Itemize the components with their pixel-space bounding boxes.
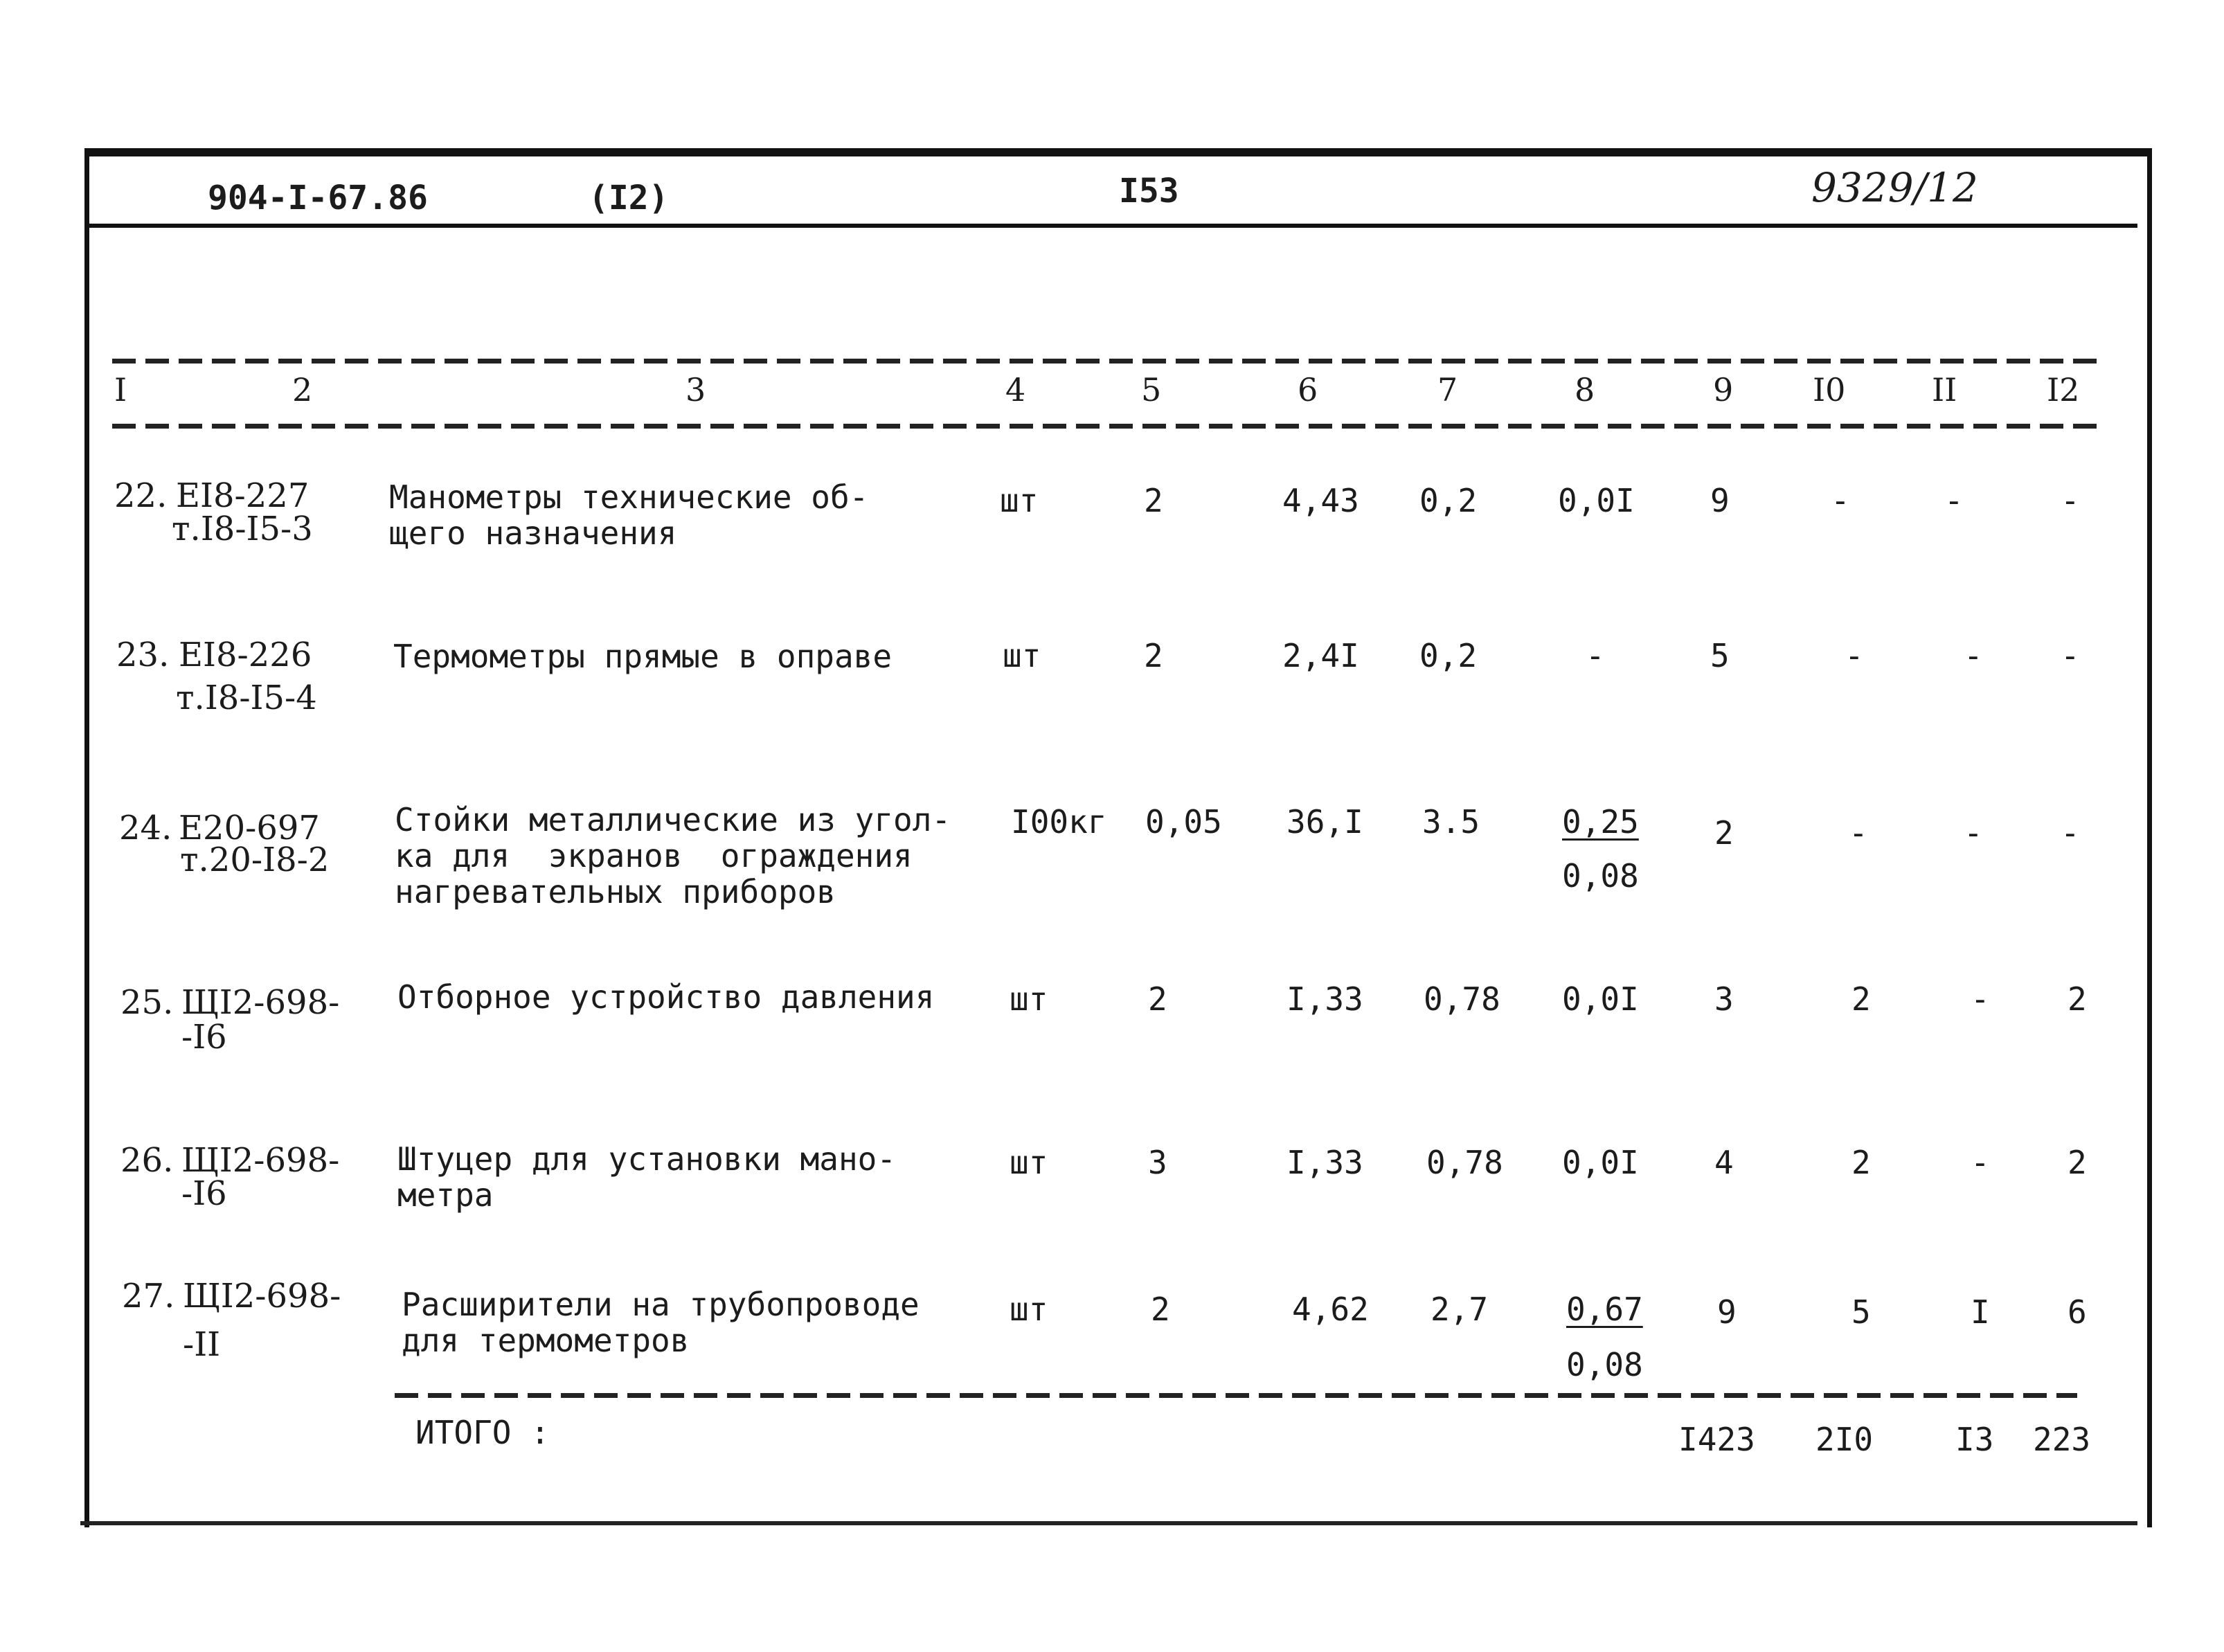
row-24-col11: -	[1964, 814, 1983, 852]
row-23-num: 23.	[116, 636, 170, 674]
row-25-num: 25.	[120, 983, 174, 1022]
section-number: (I2)	[589, 179, 669, 217]
column-header-2: 2	[292, 371, 313, 408]
row-25-col10: 2	[1851, 980, 1871, 1018]
row-24-col5: 0,05	[1145, 803, 1222, 841]
row-26-col6: I,33	[1286, 1144, 1363, 1181]
total-col10: 2I0	[1815, 1421, 1874, 1458]
row-22-num: 22.	[114, 476, 168, 515]
row-23-col12: -	[2061, 637, 2080, 674]
row-24-num: 24.	[119, 809, 172, 847]
row-26-num: 26.	[120, 1141, 174, 1180]
row-25-col11: -	[1971, 980, 1990, 1018]
total-col12: 223	[2033, 1421, 2091, 1458]
row-23-col9: 5	[1710, 637, 1730, 674]
row-25-col12: 2	[2068, 980, 2087, 1018]
row-26-col7: 0,78	[1426, 1144, 1503, 1181]
row-23-col6: 2,4I	[1282, 637, 1359, 674]
column-header-5: 5	[1141, 371, 1162, 408]
row-27-col8-sub: 0,08	[1566, 1346, 1643, 1383]
row-26-col9: 4	[1714, 1144, 1734, 1181]
row-22-col8: 0,0I	[1558, 482, 1635, 519]
total-label: ИТОГО :	[415, 1414, 550, 1451]
row-25-code: ЩI2-698-	[181, 983, 340, 1022]
row-24-col7: 3.5	[1422, 803, 1480, 841]
column-header-4: 4	[1005, 371, 1026, 408]
row-26-col10: 2	[1851, 1144, 1871, 1181]
row-22-col12: -	[2061, 482, 2080, 519]
bottom-rule	[80, 1521, 2137, 1525]
row-27-col7: 2,7	[1431, 1291, 1489, 1328]
row-26-col8: 0,0I	[1562, 1144, 1639, 1181]
row-24-col8: 0,25	[1562, 803, 1639, 841]
row-25-description: Отборное устройство давления	[397, 978, 935, 1016]
row-26-code: ЩI2-698-	[181, 1141, 340, 1180]
row-27-num: 27.	[122, 1277, 175, 1316]
row-22-unit: шт	[1000, 482, 1039, 519]
row-27-description: Расширители на трубопроводе для термометров	[402, 1286, 920, 1359]
row-27-col9: 9	[1717, 1293, 1737, 1331]
row-23-col10: -	[1845, 637, 1864, 674]
row-24-unit: I00кг	[1011, 803, 1107, 841]
row-24-col12: -	[2061, 814, 2080, 852]
row-25-col8: 0,0I	[1562, 980, 1639, 1018]
column-header-8: 8	[1575, 371, 1595, 408]
row-26-col11: -	[1971, 1144, 1990, 1181]
row-22-col10: -	[1831, 482, 1850, 519]
column-header-6: 6	[1298, 371, 1318, 408]
doc-number: 904-I-67.86	[208, 179, 428, 217]
row-25-col7: 0,78	[1424, 980, 1500, 1018]
row-27-col8: 0,67	[1566, 1291, 1643, 1328]
header-rule	[89, 224, 2137, 228]
row-22-code: EI8-227	[176, 476, 310, 515]
row-27-col5: 2	[1151, 1291, 1170, 1328]
row-25-ref: -I6	[181, 1018, 227, 1057]
row-26-description: Штуцер для установки мано- метра	[397, 1140, 897, 1214]
row-26-col12: 2	[2068, 1144, 2087, 1181]
total-col9: I423	[1678, 1421, 1755, 1458]
total-col11: I3	[1955, 1421, 1994, 1458]
inventory-number: 9329/12	[1811, 164, 1978, 211]
row-23-code: EI8-226	[179, 636, 312, 674]
row-22-ref: т.I8-I5-3	[172, 510, 313, 548]
column-header-bottom-rule	[112, 424, 2106, 429]
row-27-ref: -II	[183, 1325, 221, 1364]
column-header-9: 9	[1713, 371, 1734, 408]
row-26-unit: шт	[1010, 1144, 1048, 1181]
column-header-top-rule	[112, 359, 2106, 363]
row-23-col8: -	[1586, 637, 1605, 674]
row-25-col9: 3	[1714, 980, 1734, 1018]
row-24-col6: 36,I	[1286, 803, 1363, 841]
row-23-col7: 0,2	[1419, 637, 1478, 674]
row-26-ref: -I6	[181, 1174, 227, 1213]
row-23-col5: 2	[1144, 637, 1163, 674]
row-26-col5: 3	[1148, 1144, 1167, 1181]
row-27-col11: I	[1971, 1293, 1990, 1331]
row-24-code: E20-697	[179, 809, 320, 847]
total-rule	[395, 1393, 2077, 1398]
row-27-col10: 5	[1851, 1293, 1871, 1331]
row-22-col5: 2	[1144, 482, 1163, 519]
row-24-ref: т.20-I8-2	[180, 841, 330, 879]
row-23-ref: т.I8-I5-4	[176, 679, 317, 717]
row-24-col10: -	[1849, 814, 1868, 852]
row-24-col8-sub: 0,08	[1562, 857, 1639, 895]
row-22-description: Манометры технические об- щего назначения	[389, 478, 869, 552]
column-header-11: II	[1932, 371, 1957, 408]
row-25-unit: шт	[1010, 980, 1048, 1018]
row-22-col11: -	[1944, 482, 1964, 519]
row-23-col11: -	[1964, 637, 1983, 674]
row-27-col6: 4,62	[1292, 1291, 1369, 1328]
row-25-col5: 2	[1148, 980, 1167, 1018]
row-23-description: Термометры прямые в оправе	[393, 638, 893, 675]
column-header-7: 7	[1437, 371, 1458, 408]
row-27-unit: шт	[1010, 1291, 1048, 1328]
row-24-description: Стойки металлические из угол- ка для экранов ограждения нагревательных приборов	[395, 801, 951, 910]
row-22-col9: 9	[1710, 482, 1730, 519]
row-27-col12: 6	[2068, 1293, 2087, 1331]
page-number: I53	[1119, 172, 1179, 210]
row-27-code: ЩI2-698-	[183, 1277, 341, 1316]
row-22-col6: 4,43	[1282, 482, 1359, 519]
column-header-10: I0	[1813, 371, 1846, 408]
column-header-1: I	[114, 371, 127, 408]
column-header-3: 3	[685, 371, 706, 408]
row-25-col6: I,33	[1286, 980, 1363, 1018]
row-23-unit: шт	[1003, 637, 1041, 674]
row-22-col7: 0,2	[1419, 482, 1478, 519]
column-header-12: I2	[2047, 371, 2080, 408]
row-24-col9: 2	[1714, 814, 1734, 852]
